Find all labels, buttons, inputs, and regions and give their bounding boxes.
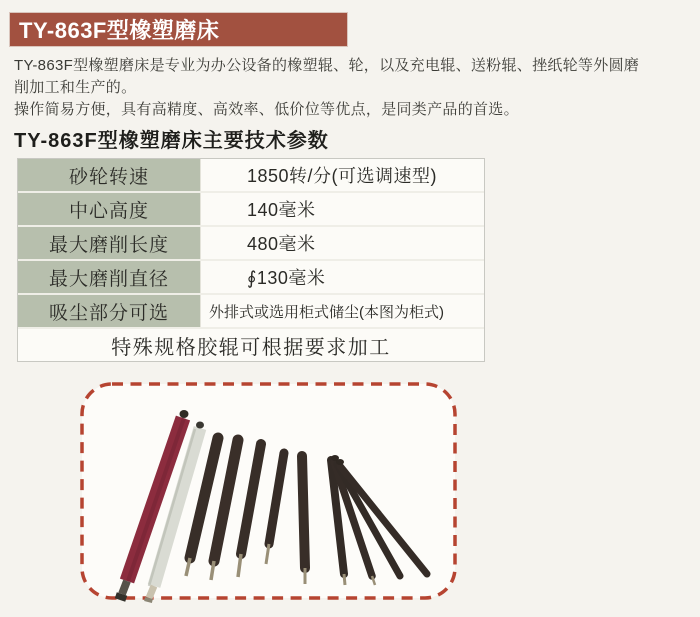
- row-value: ∮130毫米: [247, 268, 326, 288]
- product-description: [14, 55, 694, 121]
- table-row: [18, 261, 484, 295]
- table-row: [18, 227, 484, 261]
- row-label: 砂轮转速: [18, 159, 201, 191]
- description-line: 操作简易方便，具有高精度、高效率、低价位等优点，是同类产品的首选。: [14, 101, 519, 118]
- table-row: [18, 159, 484, 193]
- description-line: TY-863F型橡塑磨床是专业为办公设备的橡塑辊、轮，以及充电辊、送粉辊、挫纸轮等外圆磨: [14, 57, 640, 74]
- rollers-photo-illustration: [78, 378, 458, 606]
- row-value: 外排式或选用柜式储尘(本图为柜式): [209, 303, 444, 321]
- description-line: 削加工和生产的。: [14, 79, 137, 96]
- row-label: 中心高度: [18, 193, 201, 225]
- table-footer-note: 特殊规格胶辊可根据要求加工: [111, 336, 391, 359]
- page-title: TY-863F型橡塑磨床: [19, 18, 220, 43]
- table-row: [18, 295, 484, 329]
- row-label: 最大磨削直径: [18, 261, 201, 293]
- row-label: 吸尘部分可选: [18, 295, 201, 327]
- technical-parameters-table: [17, 158, 485, 362]
- row-label: 最大磨削长度: [18, 227, 201, 259]
- page-title-bar: [10, 13, 347, 46]
- section-heading-technical-parameters: TY-863F型橡塑磨床主要技术参数: [14, 130, 329, 152]
- row-value: 480毫米: [247, 234, 316, 254]
- dark-roller: [302, 456, 305, 584]
- row-value: 1850转/分(可选调速型): [247, 166, 438, 186]
- product-photo: [78, 378, 458, 606]
- table-row: [18, 193, 484, 227]
- row-value: 140毫米: [247, 200, 316, 220]
